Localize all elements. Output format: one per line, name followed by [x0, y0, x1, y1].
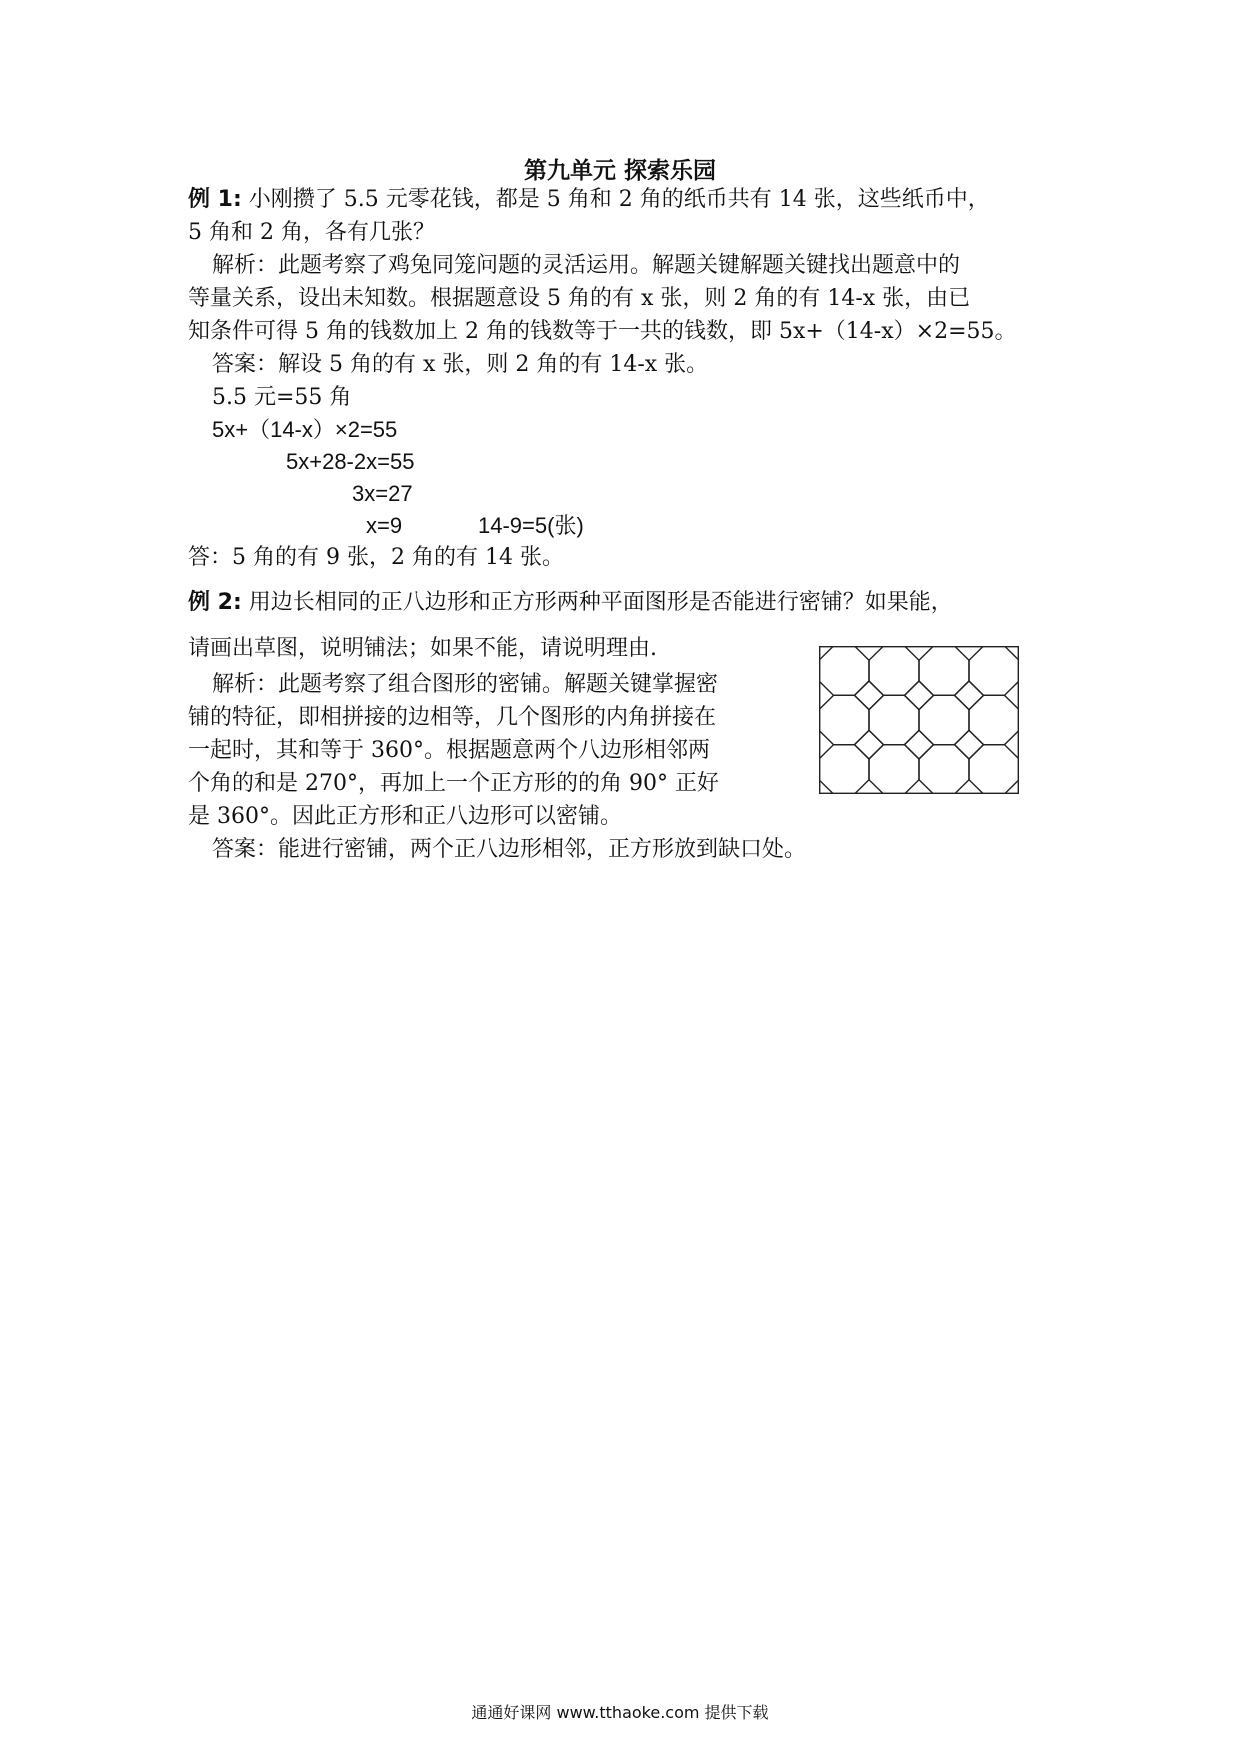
equation-step-5a: x=9	[366, 513, 403, 538]
example2-analysis-line5: 是 360°。因此正方形和正八边形可以密铺。	[188, 804, 622, 829]
square-tile	[855, 730, 884, 759]
equation-step-3: 5x+28-2x=55	[286, 449, 415, 474]
equation-step-5b: 14-9=5(张)	[478, 513, 584, 538]
example2-label: 例 2:	[188, 590, 242, 615]
equation-step-1: 5.5 元=55 角	[212, 385, 352, 410]
example1-analysis-line1: 解析：此题考察了鸡兔同笼问题的灵活运用。解题关键解题关键找出题意中的	[212, 253, 961, 278]
example2-analysis-line4: 个角的和是 270°，再加上一个正方形的的角 90° 正好	[188, 771, 719, 796]
example1-answer-line: 答案：解设 5 角的有 x 张，则 2 角的有 14-x 张。	[212, 352, 709, 377]
square-tile	[905, 681, 934, 710]
example2-question-text: 用边长相同的正八边形和正方形两种平面图形是否能进行密铺？如果能，	[248, 590, 953, 615]
example1-question-line2: 5 角和 2 角，各有几张？	[188, 220, 435, 245]
example1-question-text: 小刚攒了 5.5 元零花钱，都是 5 角和 2 角的纸币共有 14 张，这些纸币中，	[248, 187, 990, 212]
example2-analysis-line1: 解析：此题考察了组合图形的密铺。解题关键掌握密	[212, 672, 719, 697]
footer-credit: 通通好课网 www.tthaoke.com 提供下载	[471, 1703, 769, 1722]
square-tile	[955, 730, 984, 759]
example2-analysis-line2: 铺的特征，即相拼接的边相等，几个图形的内角拼接在	[188, 705, 717, 730]
example2-question-line2: 请画出草图，说明铺法；如果不能，请说明理由.	[188, 636, 657, 661]
example1-conclusion: 答：5 角的有 9 张，2 角的有 14 张。	[188, 545, 564, 570]
square-tile	[855, 681, 884, 710]
octagon-square-tiling-figure	[819, 646, 1019, 794]
equation-step-4: 3x=27	[352, 481, 413, 506]
square-tile	[955, 681, 984, 710]
example2-analysis-line3: 一起时，其和等于 360°。根据题意两个八边形相邻两	[188, 738, 710, 763]
example2-answer-line: 答案：能进行密铺，两个正八边形相邻，正方形放到缺口处。	[212, 837, 807, 862]
page-title: 第九单元 探索乐园	[523, 158, 716, 184]
example1-analysis-line3: 知条件可得 5 角的钱数加上 2 角的钱数等于一共的钱数，即 5x+（14-x）×2=55。	[188, 319, 1017, 344]
example1-label: 例 1:	[188, 187, 242, 212]
example1-analysis-line2: 等量关系，设出未知数。根据题意设 5 角的有 x 张，则 2 角的有 14-x 张，由已	[188, 286, 971, 311]
example1-question-line1	[188, 185, 990, 215]
example2-question-line1	[188, 588, 953, 618]
square-tile	[905, 730, 934, 759]
equation-step-2: 5x+（14-x）×2=55	[212, 417, 398, 442]
